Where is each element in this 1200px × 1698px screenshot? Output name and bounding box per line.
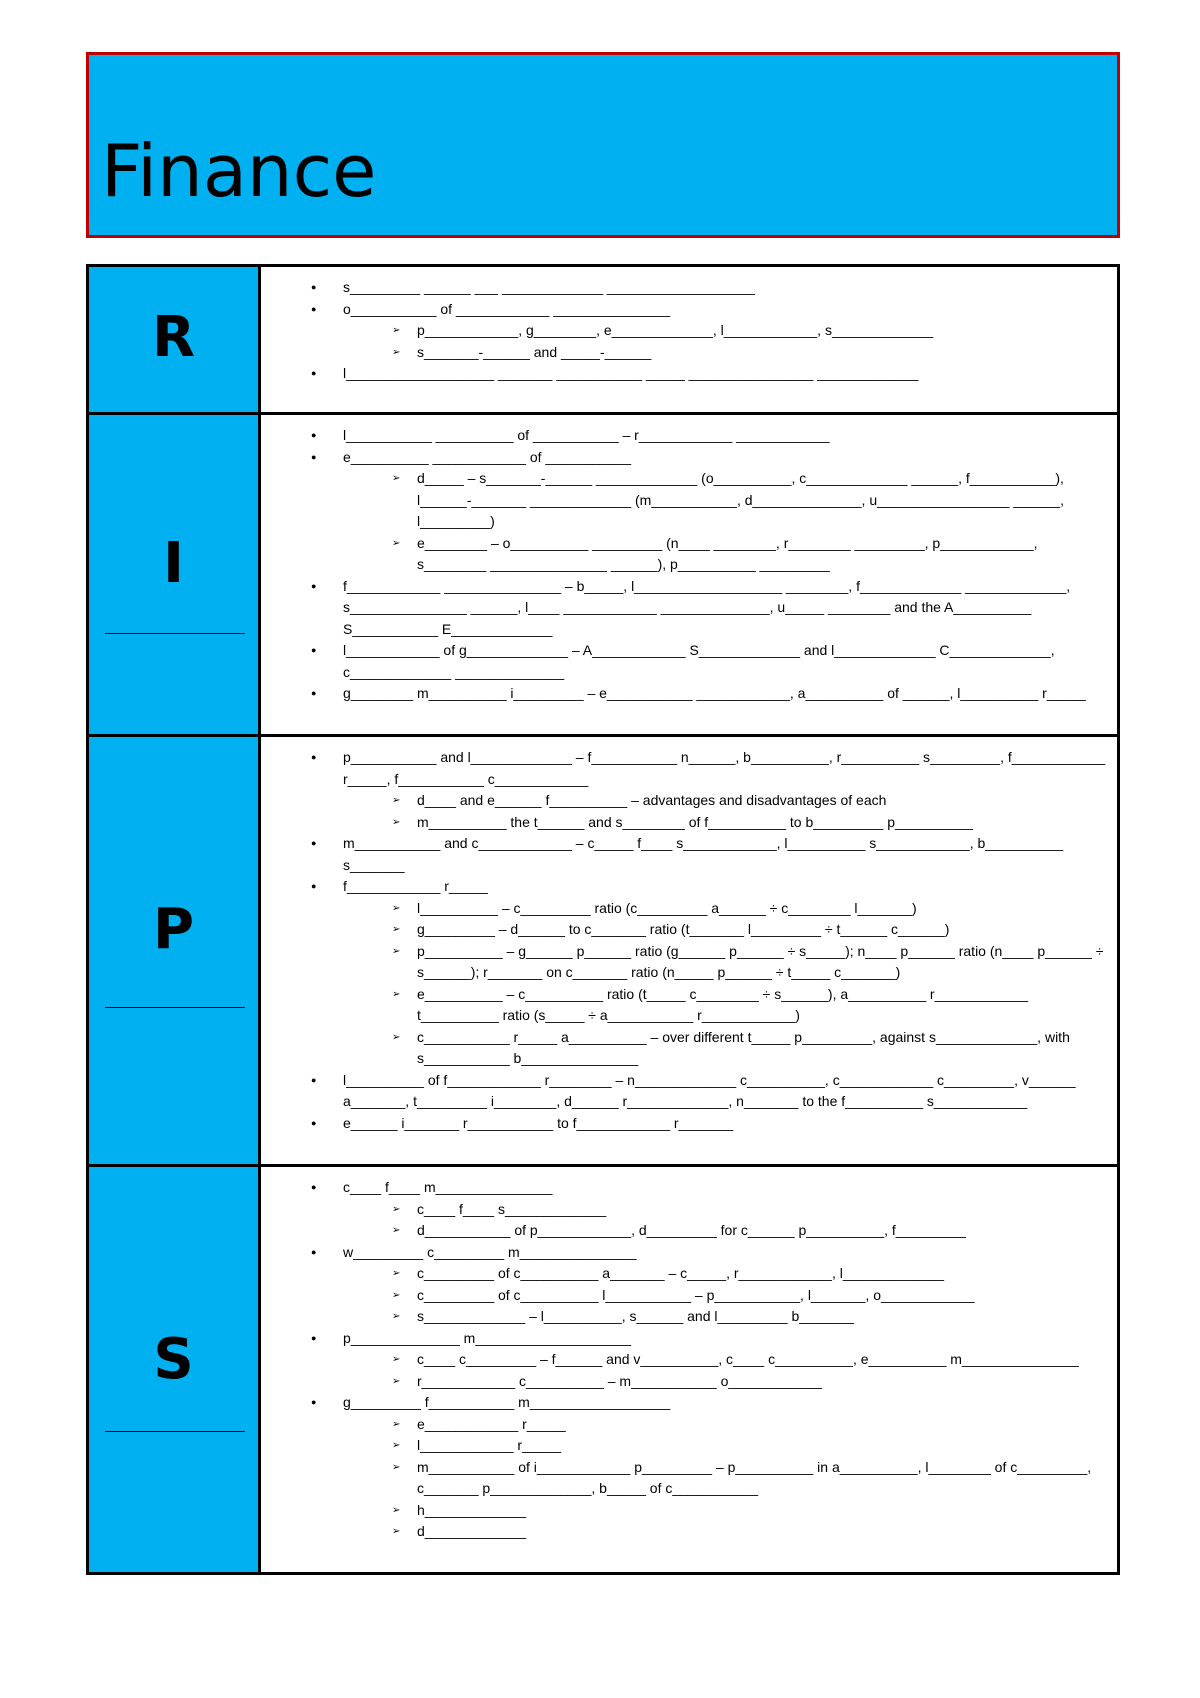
handwriting-line xyxy=(105,633,245,634)
section-letter: I xyxy=(163,531,184,596)
section-letter-cell xyxy=(89,1167,261,1572)
sub-list-item: ➢ e__________ – c__________ ratio (t_____ c________ ÷ s______), a__________ r____________ t__________ ratio (s_____ ÷ a___________ r____________) xyxy=(261,984,1107,1027)
sub-list-item: ➢ c____ f____ s_____________ xyxy=(261,1199,1107,1221)
list-item: ● m___________ and c____________ – c_____ f____ s____________, l__________ s____________, b__________ s_______ xyxy=(261,833,1107,876)
sub-list-item: ➢ s_______-______ and _____-______ xyxy=(261,342,1107,364)
sub-list-item: ➢ m___________ of i____________ p_________ – p__________ in a__________, l________ of c_________, c_______ p_____________, b_____ of c___________ xyxy=(261,1457,1107,1500)
section-letter-cell xyxy=(89,737,261,1164)
sub-list-item: ➢ d___________ of p____________, d_________ for c______ p__________, f_________ xyxy=(261,1220,1107,1242)
sub-list-item: ➢ h_____________ xyxy=(261,1500,1107,1522)
list-item: ● g_________ f___________ m__________________ xyxy=(261,1392,1107,1414)
sub-list-item: ➢ c_________ of c__________ l___________ – p___________, l_______, o____________ xyxy=(261,1285,1107,1307)
sub-list-item: ➢ l____________ r_____ xyxy=(261,1435,1107,1457)
section-letter: P xyxy=(152,897,195,962)
sub-list-item: ➢ d_____ – s_______-______ _____________ (o__________, c_____________ ______, f___________), l______-_______ _____________ (m___________, d______________, u_________________ ______, l_________) xyxy=(261,468,1107,533)
section-row-r xyxy=(89,267,1117,412)
list-item: ● f____________ r_____ xyxy=(261,876,1107,898)
sub-list-item: ➢ c_________ of c__________ a_______ – c_____, r____________, l_____________ xyxy=(261,1263,1107,1285)
handwriting-line xyxy=(105,1007,245,1008)
bullet-list xyxy=(261,1177,1107,1543)
section-content xyxy=(261,415,1117,734)
sub-list-item: ➢ d____ and e______ f__________ – advantages and disadvantages of each xyxy=(261,790,1107,812)
sub-list-item: ➢ g_________ – d______ to c_______ ratio (t_______ l_________ ÷ t______ c______) xyxy=(261,919,1107,941)
sub-list-item: ➢ e________ – o__________ _________ (n____ ________, r________ _________, p____________, s________ _______________ ______), p__________ _________ xyxy=(261,533,1107,576)
handwriting-line xyxy=(105,1431,245,1432)
list-item: ● e__________ ____________ of ___________ xyxy=(261,447,1107,469)
page-title: Finance xyxy=(101,129,377,213)
bullet-list xyxy=(261,747,1107,1134)
section-row-s xyxy=(89,1164,1117,1572)
section-content xyxy=(261,1167,1117,1572)
list-item: ● l__________ of f____________ r________ – n_____________ c__________, c____________ c_________, v______ a_______, t_________ i________, d______ r_____________, n_______ to the f__________ s____________ xyxy=(261,1070,1107,1113)
section-letter-cell xyxy=(89,415,261,734)
sub-list-item: ➢ p____________, g________, e_____________, l____________, s_____________ xyxy=(261,320,1107,342)
list-item: ● c____ f____ m_______________ xyxy=(261,1177,1107,1199)
section-row-i xyxy=(89,412,1117,734)
bullet-list xyxy=(261,425,1107,705)
sub-list-item: ➢ l__________ – c_________ ratio (c_________ a______ ÷ c________ l_______) xyxy=(261,898,1107,920)
list-item: ● l____________ of g_____________ – A____________ S_____________ and l_____________ C_____________, c_____________ ______________ xyxy=(261,640,1107,683)
title-banner xyxy=(86,52,1120,238)
list-item: ● g________ m__________ i_________ – e___________ ____________, a__________ of ______, l__________ r_____ xyxy=(261,683,1107,705)
bullet-list xyxy=(261,277,1107,385)
section-content xyxy=(261,267,1117,412)
sub-list-item: ➢ m__________ the t______ and s________ of f__________ to b_________ p__________ xyxy=(261,812,1107,834)
section-letter: R xyxy=(151,305,196,370)
sub-list-item: ➢ p__________ – g______ p______ ratio (g______ p______ ÷ s_____); n____ p______ ratio (n____ p______ ÷ s______); r_______ on c_______ ratio (n_____ p______ ÷ t_____ c_______) xyxy=(261,941,1107,984)
list-item: ● p______________ m____________________ xyxy=(261,1328,1107,1350)
list-item: ● p___________ and l_____________ – f___________ n______, b__________, r__________ s_________, f____________ r_____, f___________ c____________ xyxy=(261,747,1107,790)
sub-list-item: ➢ r____________ c__________ – m___________ o____________ xyxy=(261,1371,1107,1393)
sub-list-item: ➢ c____ c_________ – f______ and v__________, c____ c__________, e__________ m_______________ xyxy=(261,1349,1107,1371)
sub-list-item: ➢ c___________ r_____ a__________ – over different t_____ p_________, against s_____________, with s___________ b_______________ xyxy=(261,1027,1107,1070)
sub-list-item: ➢ d_____________ xyxy=(261,1521,1107,1543)
list-item: ● l___________________ _______ ___________ _____ ________________ _____________ xyxy=(261,363,1107,385)
sub-list-item: ➢ e____________ r_____ xyxy=(261,1414,1107,1436)
section-row-p xyxy=(89,734,1117,1164)
list-item: ● w_________ c_________ m_______________ xyxy=(261,1242,1107,1264)
list-item: ● f____________ _______________ – b_____, l___________________ ________, f_____________ _____________, s_______________ ______, l____ ____________ ______________, u_____ ________ and the A__________ S___________ E_____________ xyxy=(261,576,1107,641)
list-item: ● o___________ of ____________ _______________ xyxy=(261,299,1107,321)
section-content xyxy=(261,737,1117,1164)
section-letter-cell xyxy=(89,267,261,412)
section-letter: S xyxy=(153,1327,194,1392)
list-item: ● s_________ ______ ___ _____________ ___________________ xyxy=(261,277,1107,299)
list-item: ● e______ i_______ r___________ to f____________ r_______ xyxy=(261,1113,1107,1135)
revision-grid xyxy=(86,264,1120,1575)
sub-list-item: ➢ s_____________ – l__________, s______ and l_________ b_______ xyxy=(261,1306,1107,1328)
list-item: ● l___________ __________ of ___________ – r____________ ____________ xyxy=(261,425,1107,447)
